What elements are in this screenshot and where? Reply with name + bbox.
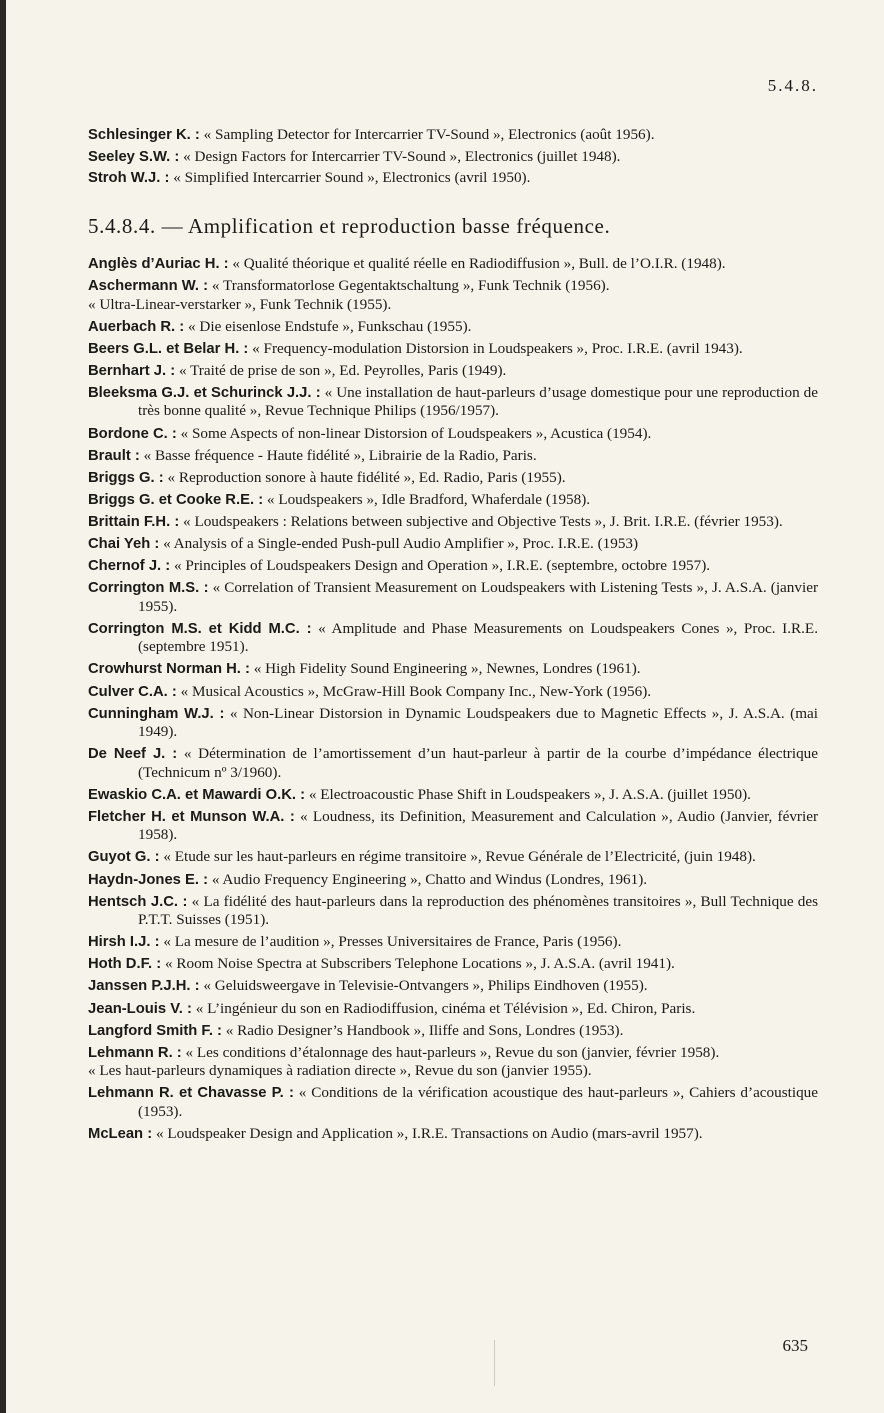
reference-author: De Neef J. : <box>88 746 178 763</box>
reference-entry <box>88 535 818 554</box>
top-reference-list <box>88 126 818 191</box>
reference-list <box>88 255 818 1147</box>
reference-text: « Simplified Intercarrier Sound », Electronics (avril 1950). <box>173 169 531 186</box>
reference-entry <box>88 893 818 930</box>
reference-author: Hirsh I.J. : <box>88 934 160 951</box>
reference-author: Guyot G. : <box>88 849 160 866</box>
reference-author: Briggs G. : <box>88 469 164 486</box>
reference-text: « Loudspeakers : Relations between subjective and Objective Tests », J. Brit. I.R.E. (février 1953). <box>183 512 783 530</box>
section-reference-header: 5.4.8. <box>767 76 818 95</box>
reference-additional-text: « Ultra-Linear-verstarker », Funk Technik (1955). <box>88 295 392 313</box>
reference-entry <box>88 1000 818 1019</box>
reference-author: Schlesinger K. : <box>88 127 200 143</box>
reference-author: Aschermann W. : <box>88 278 209 295</box>
reference-author: Brittain F.H. : <box>88 513 180 530</box>
reference-text: « Sampling Detector for Intercarrier TV-Sound », Electronics (août 1956). <box>203 126 655 143</box>
reference-entry <box>88 447 818 466</box>
reference-text: « Audio Frequency Engineering », Chatto and Windus (Londres, 1961). <box>211 870 648 888</box>
page-edge <box>0 0 6 1413</box>
reference-entry <box>88 148 818 167</box>
reference-text: « Correlation of Transient Measurement on Loudspeakers with Listening Tests », J. A.S.A. (janvier 1955). <box>138 579 818 615</box>
section-number: 5.4.8.4. <box>88 214 156 238</box>
reference-author: Lehmann R. et Chavasse P. : <box>88 1085 294 1102</box>
reference-entry <box>88 955 818 974</box>
reference-author: McLean : <box>88 1125 153 1142</box>
reference-entry <box>88 277 818 314</box>
reference-text: « Radio Designer’s Handbook », Iliffe and Sons, Londres (1953). <box>225 1021 624 1039</box>
reference-text: « Analysis of a Single-ended Push-pull Audio Amplifier », Proc. I.R.E. (1953) <box>163 535 639 553</box>
reference-text: « Une installation de haut-parleurs d’usage domestique pour une reproduction de très bonne qualité », Revue Technique Philips (1956/1957). <box>138 383 818 420</box>
reference-additional-text: « Les haut-parleurs dynamiques à radiation directe », Revue du son (janvier 1955). <box>88 1062 592 1080</box>
section-title: — Amplification et reproduction basse fréquence. <box>161 214 611 238</box>
reference-text: « Transformatorlose Gegentaktschaltung », Funk Technik (1956). <box>211 277 610 295</box>
reference-text: « Non-Linear Distorsion in Dynamic Loudspeakers due to Magnetic Effects », J. A.S.A. (mai 1949). <box>138 704 818 741</box>
reference-entry <box>88 255 818 274</box>
reference-author: Seeley S.W. : <box>88 148 180 165</box>
reference-entry <box>88 786 818 805</box>
reference-text: « Die eisenlose Endstufe », Funkschau (1955). <box>188 317 472 335</box>
reference-author: Janssen P.J.H. : <box>88 978 200 995</box>
reference-entry <box>88 557 818 576</box>
reference-author: Bleeksma G.J. et Schurinck J.J. : <box>88 384 321 401</box>
reference-author: Haydn-Jones E. : <box>88 871 209 888</box>
reference-author: Brault : <box>88 447 140 464</box>
reference-author: Corrington M.S. et Kidd M.C. : <box>88 620 312 637</box>
reference-entry <box>88 745 818 782</box>
reference-text: « Détermination de l’amortissement d’un haut-parleur à partir de la courbe d’impédance électrique (Technicum nº 3/1960). <box>138 745 819 781</box>
reference-entry <box>88 513 818 532</box>
reference-entry <box>88 1022 818 1041</box>
section-heading <box>88 214 610 239</box>
reference-text: « Room Noise Spectra at Subscribers Telephone Locations », J. A.S.A. (avril 1941). <box>164 955 675 973</box>
reference-author: Chai Yeh : <box>88 536 160 553</box>
reference-text: « Loudspeaker Design and Application », I.R.E. Transactions on Audio (mars-avril 1957). <box>155 1124 703 1142</box>
reference-author: Corrington M.S. : <box>88 580 209 597</box>
reference-author: Fletcher H. et Munson W.A. : <box>88 808 295 825</box>
reference-author: Cunningham W.J. : <box>88 705 225 722</box>
reference-author: Stroh W.J. : <box>88 170 170 186</box>
reference-author: Bordone C. : <box>88 425 177 442</box>
reference-entry <box>88 169 818 188</box>
reference-entry <box>88 362 818 381</box>
reference-entry <box>88 660 818 679</box>
reference-text: « Traité de prise de son », Ed. Peyrolles, Paris (1949). <box>178 361 507 379</box>
reference-text: « Qualité théorique et qualité réelle en Radiodiffusion », Bull. de l’O.I.R. (1948). <box>232 255 726 272</box>
reference-text: « Reproduction sonore à haute fidélité », Ed. Radio, Paris (1955). <box>167 468 566 486</box>
reference-entry <box>88 579 818 616</box>
reference-author: Auerbach R. : <box>88 318 185 335</box>
reference-entry <box>88 384 818 421</box>
reference-text: « L’ingénieur du son en Radiodiffusion, cinéma et Télévision », Ed. Chiron, Paris. <box>195 999 696 1017</box>
reference-entry <box>88 491 818 510</box>
reference-entry <box>88 1044 818 1081</box>
reference-text: « Some Aspects of non-linear Distorsion of Loudspeakers », Acustica (1954). <box>180 424 652 442</box>
gutter-mark <box>494 1340 511 1386</box>
reference-text: « La mesure de l’audition », Presses Universitaires de France, Paris (1956). <box>163 933 622 951</box>
reference-author: Briggs G. et Cooke R.E. : <box>88 491 264 508</box>
reference-author: Bernhart J. : <box>88 362 176 379</box>
reference-text: « Basse fréquence - Haute fidélité », Librairie de la Radio, Paris. <box>143 446 537 464</box>
reference-text: « Etude sur les haut-parleurs en régime transitoire », Revue Générale de l’Electricité, (juin 1948). <box>163 848 756 866</box>
reference-entry <box>88 318 818 337</box>
reference-text: « Geluidsweergave in Televisie-Ontvangers », Philips Eindhoven (1955). <box>203 977 648 995</box>
reference-entry <box>88 340 818 359</box>
reference-text: « Loudspeakers », Idle Bradford, Whaferdale (1958). <box>266 490 591 508</box>
reference-author: Ewaskio C.A. et Mawardi O.K. : <box>88 786 306 803</box>
reference-text: « Electroacoustic Phase Shift in Loudspeakers », J. A.S.A. (juillet 1950). <box>308 785 751 803</box>
reference-entry <box>88 620 818 657</box>
reference-entry <box>88 848 818 867</box>
reference-author: Hoth D.F. : <box>88 956 162 973</box>
reference-author: Langford Smith F. : <box>88 1022 222 1039</box>
reference-entry <box>88 1125 818 1144</box>
reference-text: « Principles of Loudspeakers Design and Operation », I.R.E. (septembre, octobre 1957). <box>174 557 711 575</box>
reference-text: « Amplitude and Phase Measurements on Loudspeakers Cones », Proc. I.R.E. (septembre 1951). <box>138 619 819 656</box>
reference-entry <box>88 683 818 702</box>
reference-text: « Conditions de la vérification acoustique des haut-parleurs », Cahiers d’acoustique (1953). <box>138 1084 819 1120</box>
reference-entry <box>88 977 818 996</box>
reference-text: « La fidélité des haut-parleurs dans la reproduction des phénomènes transitoires », Bull Technique des P.T.T. Suisses (1951). <box>138 892 818 929</box>
reference-author: Hentsch J.C. : <box>88 893 188 910</box>
reference-entry <box>88 871 818 890</box>
reference-author: Jean-Louis V. : <box>88 1000 192 1017</box>
page-number: 635 <box>782 1336 808 1355</box>
reference-entry <box>88 126 818 145</box>
reference-author: Anglès d’Auriac H. : <box>88 256 229 272</box>
reference-author: Chernof J. : <box>88 558 171 575</box>
reference-text: « Frequency-modulation Distorsion in Loudspeakers », Proc. I.R.E. (avril 1943). <box>252 339 743 357</box>
reference-author: Beers G.L. et Belar H. : <box>88 340 249 357</box>
reference-entry <box>88 469 818 488</box>
reference-entry <box>88 1084 818 1121</box>
reference-author: Lehmann R. : <box>88 1044 182 1061</box>
reference-author: Culver C.A. : <box>88 683 177 700</box>
reference-text: « High Fidelity Sound Engineering », Newnes, Londres (1961). <box>253 660 641 678</box>
reference-text: « Design Factors for Intercarrier TV-Sound », Electronics (juillet 1948). <box>183 147 621 165</box>
reference-text: « Musical Acoustics », McGraw-Hill Book Company Inc., New-York (1956). <box>180 682 652 700</box>
reference-entry <box>88 425 818 444</box>
reference-entry <box>88 705 818 742</box>
reference-text: « Loudness, its Definition, Measurement and Calculation », Audio (Janvier, février 1958). <box>138 807 819 844</box>
reference-entry <box>88 808 818 845</box>
reference-text: « Les conditions d’étalonnage des haut-parleurs », Revue du son (janvier, février 1958). <box>185 1043 720 1061</box>
reference-entry <box>88 933 818 952</box>
reference-author: Crowhurst Norman H. : <box>88 661 250 678</box>
